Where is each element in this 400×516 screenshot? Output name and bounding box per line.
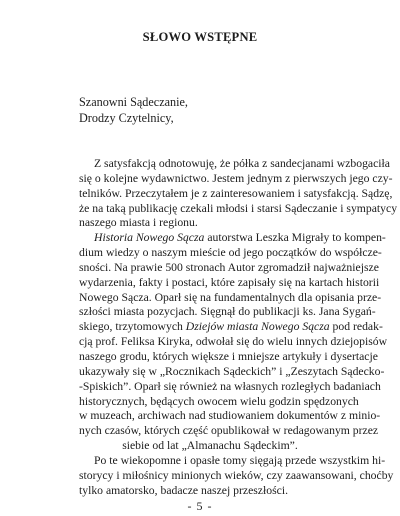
text-line: tylko amatorsko, badacze naszej przeszłości.	[79, 483, 288, 497]
text-line: Po te wiekopomne i opasłe tomy sięgają przede wszystkim hi-	[94, 453, 386, 467]
text-line: telników. Przeczytałem je z zainteresowaniem i satysfakcją. Sądzę,	[79, 186, 393, 200]
text-line: siebie od lat „Almanachu Sądeckim”.	[122, 439, 298, 453]
italic-book-title: Historia Nowego Sącza	[94, 231, 205, 245]
text-line: naszego miasta i regionu.	[79, 216, 198, 230]
text-line: się o kolejne wydawnictwo. Jestem jednym z pierwszych jego czy-	[79, 171, 393, 185]
salutation-line: Szanowni Sądeczanie,	[79, 95, 188, 109]
text-line: Z satysfakcją odnotowuję, że półka z sandecjanami wzbogaciła	[94, 157, 390, 170]
salutation	[79, 94, 188, 126]
text-line: Nowego Sącza. Oparł się na fundamentalnych dla opisania prze-	[79, 290, 382, 304]
body-text	[79, 157, 398, 498]
text-line: ukazywały się w „Rocznikach Sądeckich” i „Zeszytach Sądecko-	[79, 364, 385, 378]
text-line: -Spiskich”. Oparł się również na własnych rozległych badaniach	[79, 379, 381, 393]
text-line: że na taką publikację czekali młodsi i starsi Sądeczanie i sympatycy	[79, 201, 398, 215]
text-line: w muzeach, archiwach nad studiowaniem dokumentów z minio-	[79, 409, 381, 423]
salutation-line: Drodzy Czytelnicy,	[79, 111, 174, 125]
text-line: dium wiedzy o naszym mieście od jego początków do współcze-	[79, 246, 382, 260]
text-line-with-italic-title: Historia Nowego Sącza autorstwa Leszka Migrały to kompen-	[94, 231, 386, 245]
text-line: wydarzenia, fakty i postaci, które zapisały się na kartach historii	[79, 275, 380, 289]
text-line: nych czasów, których część opublikował w redagowanym przez	[79, 424, 379, 438]
text-line: historycznych, będących owocem wielu godzin spędzonych	[79, 394, 359, 408]
text-line: naszego grodu, których większe i mniejsze artykuły i dysertacje	[79, 349, 378, 363]
page-number: - 5 -	[187, 499, 213, 513]
text-line: storycy i miłośnicy minionych wieków, czy zaawansowani, choćby	[79, 468, 394, 482]
text-line: szłości miasta pozycjach. Sięgnął do publikacji ks. Jana Sygań-	[79, 305, 376, 319]
text-line: sności. Na prawie 500 stronach Autor zgromadził najważniejsze	[79, 260, 379, 274]
text-line-with-italic-title: skiego, trzytomowych Dziejów miasta Nowego Sącza pod redak-	[79, 320, 383, 334]
page-title: SŁOWO WSTĘPNE	[142, 30, 258, 44]
text-line: cją prof. Feliksa Kiryka, odwołał się do wielu innych dziejopisów	[79, 335, 388, 349]
italic-book-title: Dziejów miasta Nowego Sącza	[185, 320, 330, 334]
